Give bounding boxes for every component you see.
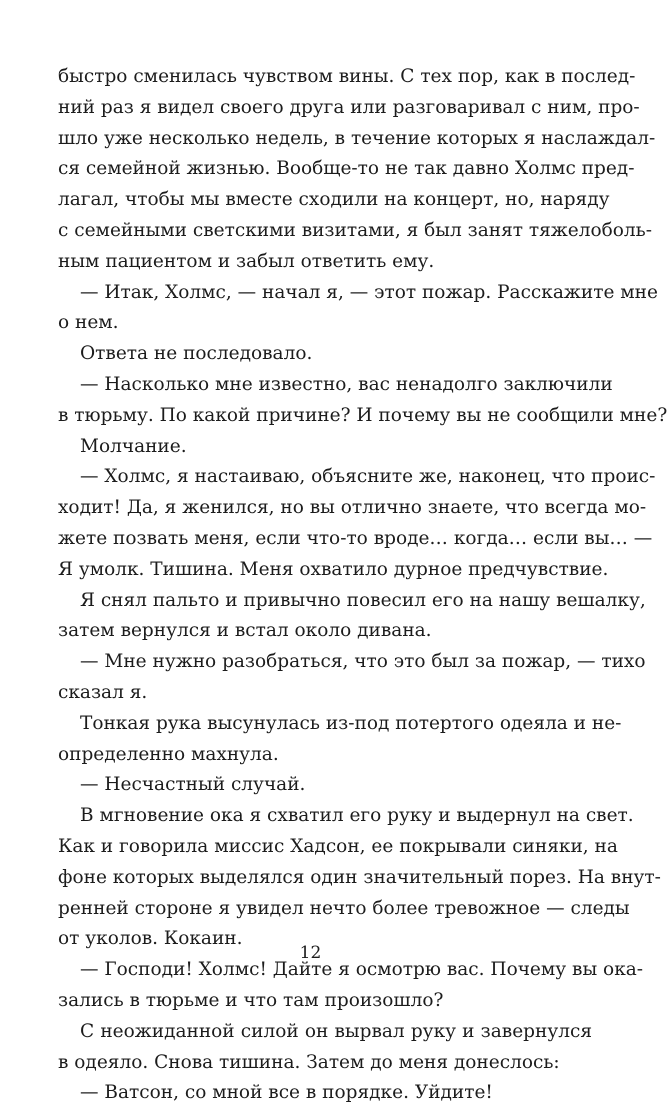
text-line: — Ватсон, со мной все в порядке. Уйдите! bbox=[80, 1082, 493, 1104]
text-line: Как и говорила миссис Хадсон, ее покрывали синяки, на bbox=[58, 835, 618, 857]
text-line: сказал я. bbox=[58, 681, 148, 703]
text-line: ным пациентом и забыл ответить ему. bbox=[58, 250, 435, 272]
text-line: — Несчастный случай. bbox=[80, 774, 306, 796]
text-line: Молчание. bbox=[80, 435, 187, 457]
text-line: — Итак, Холмс, — начал я, — этот пожар. Расскажите мне bbox=[80, 281, 658, 303]
text-line: Ответа не последовало. bbox=[80, 343, 313, 365]
text-line: Я умолк. Тишина. Меня охватило дурное предчувствие. bbox=[58, 558, 609, 580]
text-line: о нем. bbox=[58, 312, 119, 334]
text-line: ренней стороне я увидел нечто более тревожное — следы bbox=[58, 897, 630, 919]
text-line: — Насколько мне известно, вас ненадолго заключили bbox=[80, 373, 613, 395]
text-line: зались в тюрьме и что там произошло? bbox=[58, 989, 444, 1011]
text-line: ся семейной жизнью. Вообще-то не так давно Холмс пред- bbox=[58, 158, 635, 180]
text-line: затем вернулся и встал около дивана. bbox=[58, 620, 432, 642]
text-line: — Мне нужно разобраться, что это был за пожар, — тихо bbox=[80, 651, 646, 673]
text-line: Тонкая рука высунулась из-под потертого одеяла и не- bbox=[80, 712, 622, 734]
text-line: С неожиданной силой он вырвал руку и завернулся bbox=[80, 1020, 592, 1042]
text-line: Я снял пальто и привычно повесил его на нашу вешалку, bbox=[80, 589, 646, 611]
text-line: в тюрьму. По какой причине? И почему вы не сообщили мне? bbox=[58, 404, 667, 426]
text-line: определенно махнула. bbox=[58, 743, 279, 765]
text-line: В мгновение ока я схватил его руку и выдернул на свет. bbox=[80, 805, 634, 827]
text-line: ходит! Да, я женился, но вы отлично знаете, что всегда мо- bbox=[58, 497, 647, 519]
text-line: ний раз я видел своего друга или разговаривал с ним, про- bbox=[58, 96, 640, 118]
text-line: — Холмс, я настаиваю, объясните же, наконец, что проис- bbox=[80, 466, 656, 488]
text-line: шло уже несколько недель, в течение которых я наслаждал- bbox=[58, 127, 656, 149]
text-line: жете позвать меня, если что-то вроде… когда… если вы… — bbox=[58, 527, 653, 549]
text-line: лагал, чтобы мы вместе сходили на концерт, но, наряду bbox=[58, 189, 610, 211]
text-line: фоне которых выделялся один значительный порез. На внут- bbox=[58, 866, 661, 888]
text-line: в одеяло. Снова тишина. Затем до меня донеслось: bbox=[58, 1051, 560, 1073]
page-number: 12 bbox=[299, 943, 322, 963]
text-line: — Господи! Холмс! Дайте я осмотрю вас. Почему вы ока- bbox=[80, 959, 644, 981]
text-line: от уколов. Кокаин. bbox=[58, 928, 243, 950]
text-line: с семейными светскими визитами, я был занят тяжелоболь- bbox=[58, 219, 652, 241]
text-line: быстро сменилась чувством вины. С тех пор, как в послед- bbox=[58, 66, 636, 87]
